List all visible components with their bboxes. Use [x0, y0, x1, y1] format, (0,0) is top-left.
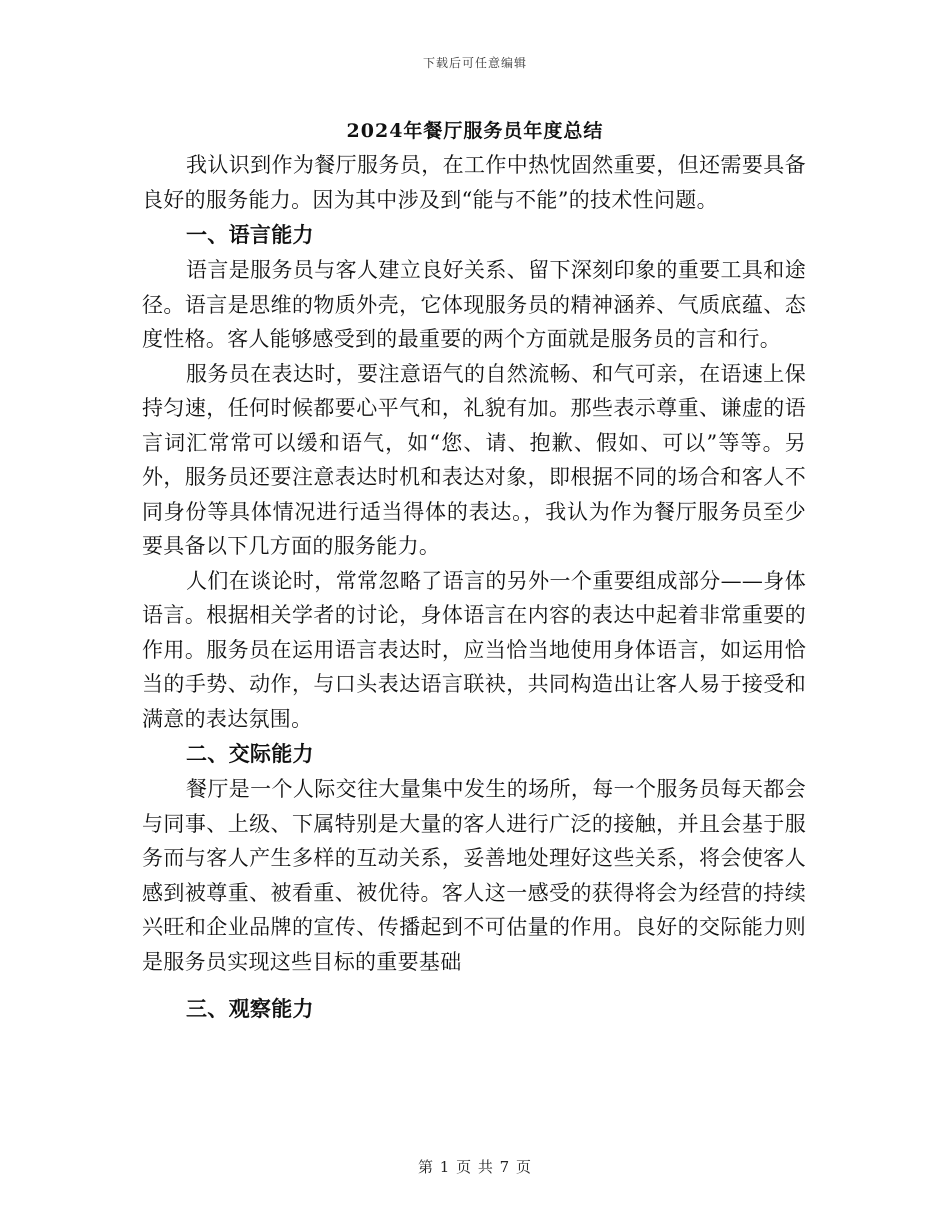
body-paragraph: 餐厅是一个人际交往大量集中发生的场所，每一个服务员每天都会与同事、上级、下属特别是大量的客人进行广泛的接触，并且会基于服务而与客人产生多样的互动关系，妥善地处理好这些关系，将会使客人感到被尊重、被看重、被优待。客人这一感受的获得将会为经营的持续兴旺和企业品牌的宣传、传播起到不可估量的作用。良好的交际能力则是服务员实现这些目标的重要基础	[142, 777, 806, 974]
page-footer: 第 1 页 共 7 页	[418, 1158, 532, 1176]
section-heading-communication: 二、交际能力	[186, 741, 314, 766]
document-title: 2024年餐厅服务员年度总结	[346, 120, 604, 142]
body-paragraph: 语言是服务员与客人建立良好关系、留下深刻印象的重要工具和途径。语言是思维的物质外壳，它体现服务员的精神涵养、气质底蕴、态度性格。客人能够感受到的最重要的两个方面就是服务员的言和行。	[142, 258, 806, 351]
body-paragraph: 服务员在表达时，要注意语气的自然流畅、和气可亲，在语速上保持匀速，任何时候都要心平气和，礼貌有加。那些表示尊重、谦虚的语言词汇常常可以缓和语气，如“您、请、抱歉、假如、可以”等等。另外，服务员还要注意表达时机和表达对象，即根据不同的场合和客人不同身份等具体情况进行适当得体的表达。，我认为作为餐厅服务员至少要具备以下几方面的服务能力。	[142, 361, 806, 558]
section-heading-observation: 三、观察能力	[186, 996, 314, 1021]
document-body	[142, 148, 806, 1027]
section-heading-language: 一、语言能力	[186, 222, 314, 247]
body-paragraph: 人们在谈论时，常常忽略了语言的另外一个重要组成部分——身体语言。根据相关学者的讨论，身体语言在内容的表达中起着非常重要的作用。服务员在运用语言表达时，应当恰当地使用身体语言，如运用恰当的手势、动作，与口头表达语言联袂，共同构造出让客人易于接受和满意的表达氛围。	[142, 568, 806, 731]
intro-paragraph: 我认识到作为餐厅服务员，在工作中热忱固然重要，但还需要具备良好的服务能力。因为其中涉及到“能与不能”的技术性问题。	[142, 153, 806, 212]
header-note: 下载后可任意编辑	[422, 56, 527, 70]
